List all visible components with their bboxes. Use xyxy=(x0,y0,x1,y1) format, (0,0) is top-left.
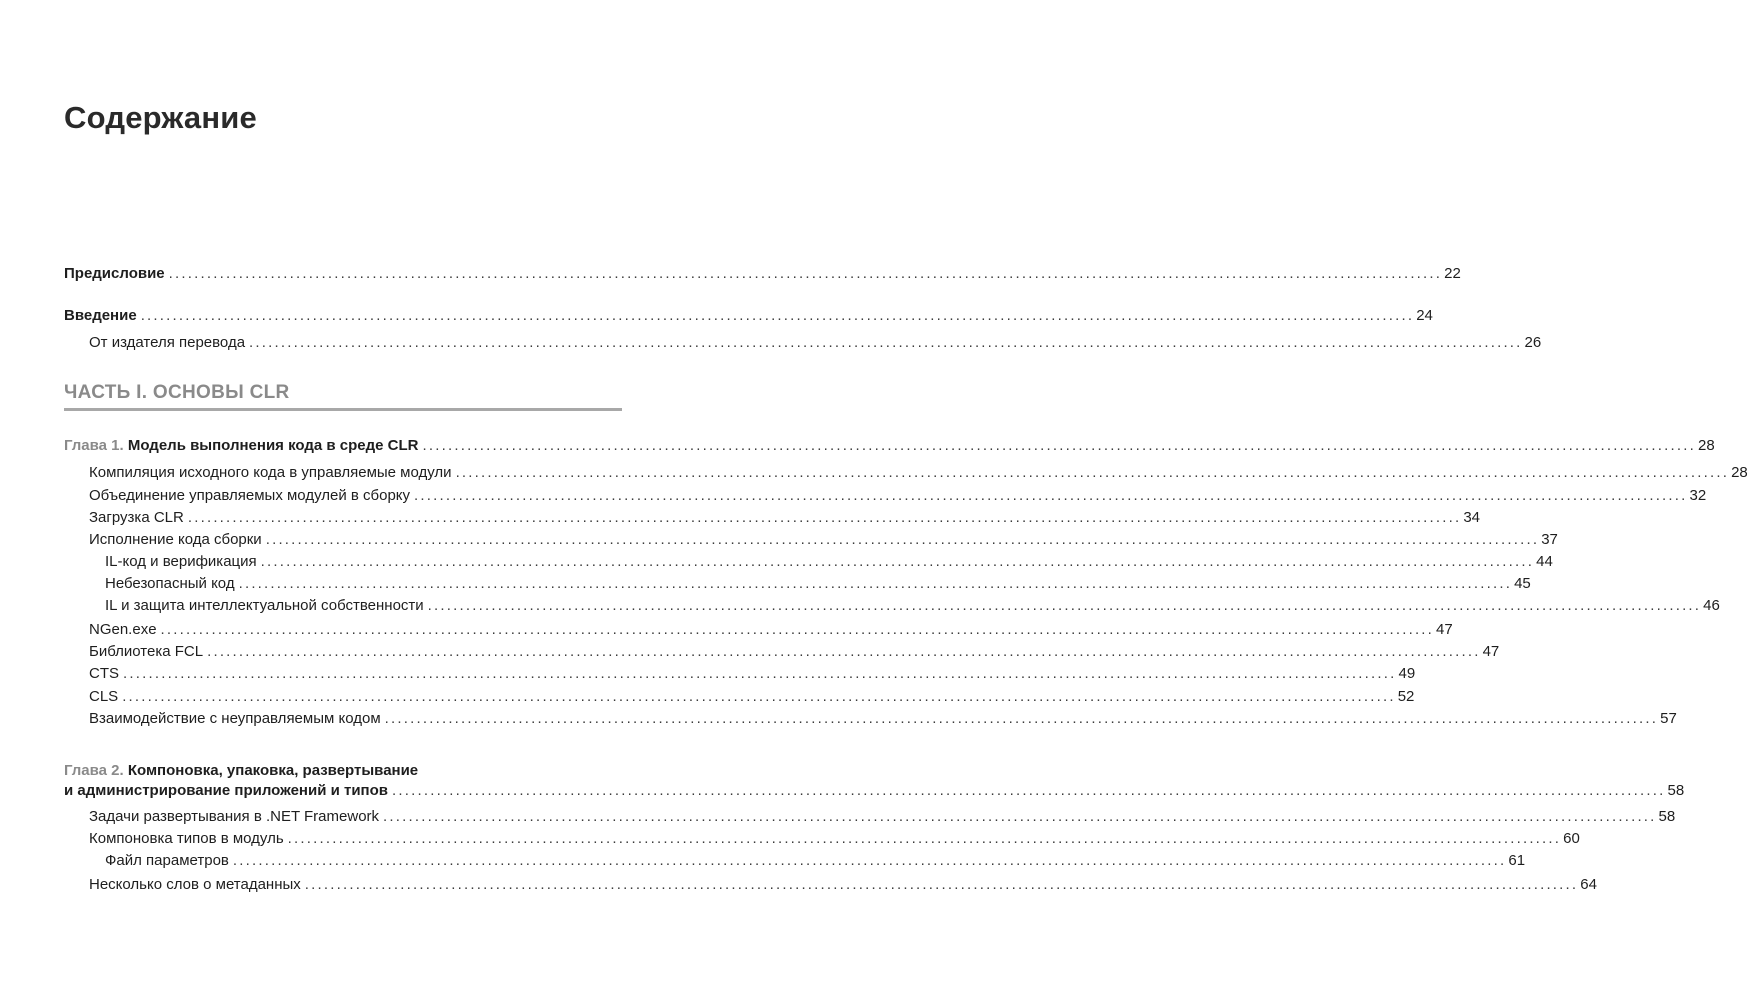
toc-page-number: 57 xyxy=(1660,710,1677,727)
chapter-heading xyxy=(64,437,419,455)
toc-page-number: 47 xyxy=(1482,643,1500,660)
toc-entry-label: Файл параметров xyxy=(105,852,229,869)
leader-dots: ........................................................................................................................................................................................................ xyxy=(455,464,1730,481)
toc-entry-label: Предисловие xyxy=(64,265,165,282)
leader-dots: ........................................................................................................................................................................................................ xyxy=(287,830,1562,847)
leader-dots: ........................................................................................................................................................................................................ xyxy=(260,553,1535,570)
chapter-title: Модель выполнения кода в среде CLR xyxy=(127,437,419,454)
toc-subentry[interactable] xyxy=(105,553,1553,571)
toc-entry[interactable] xyxy=(89,665,1416,683)
toc-page-number: 61 xyxy=(1508,852,1526,869)
toc-page-number: 45 xyxy=(1514,575,1531,592)
toc-subentry[interactable] xyxy=(105,597,1720,615)
toc-entry-label: Несколько слов о метаданных xyxy=(89,876,301,893)
toc-entry-label: Компоновка типов в модуль xyxy=(89,830,284,847)
toc-entry-label: Задачи развертывания в .NET Framework xyxy=(89,808,380,825)
toc-page-number: 24 xyxy=(1416,307,1433,324)
toc-page-number: 37 xyxy=(1541,531,1558,548)
leader-dots: ........................................................................................................................................................................................................ xyxy=(238,575,1513,592)
toc-page-number: 58 xyxy=(1658,808,1676,825)
toc-chapter-2[interactable] xyxy=(64,782,1685,800)
toc-entry-label: Взаимодействие с неуправляемым кодом xyxy=(89,710,381,727)
toc-entry-introduction[interactable] xyxy=(64,307,1433,325)
toc-entry[interactable] xyxy=(89,509,1481,527)
toc-page-number: 32 xyxy=(1689,487,1707,504)
leader-dots: ........................................................................................................................................................................................................ xyxy=(168,265,1443,282)
toc-page-number: 47 xyxy=(1436,621,1453,638)
leader-dots: ........................................................................................................................................................................................................ xyxy=(140,307,1415,324)
leader-dots: ........................................................................................................................................................................................................ xyxy=(123,665,1397,682)
leader-dots: ........................................................................................................................................................................................................ xyxy=(427,597,1702,614)
toc-entry-publisher-note[interactable] xyxy=(89,334,1542,352)
toc-entry[interactable] xyxy=(89,876,1597,894)
toc-entry-label: IL-код и верификация xyxy=(105,553,257,570)
toc-page-number: 46 xyxy=(1703,597,1720,614)
toc-entry-label: Библиотека FCL xyxy=(89,643,204,660)
toc-entry-label: Загрузка CLR xyxy=(89,509,184,526)
toc-entry-label: Исполнение кода сборки xyxy=(89,531,262,548)
chapter-label: Глава 1. xyxy=(64,437,124,454)
toc-page-number: 52 xyxy=(1397,688,1415,705)
toc-entry-label: Компиляция исходного кода в управляемые модули xyxy=(89,464,452,481)
toc-entry-label: От издателя перевода xyxy=(89,334,246,351)
toc-subentry[interactable] xyxy=(105,575,1531,593)
page-title: Содержание xyxy=(64,100,257,135)
toc-entry-label: IL и защита интеллектуальной собственности xyxy=(105,597,424,614)
toc-chapter-1[interactable] xyxy=(64,437,1715,455)
part-divider xyxy=(64,408,622,411)
toc-entry-label: CTS xyxy=(89,665,119,682)
toc-entry[interactable] xyxy=(89,487,1707,505)
toc-page-number: 22 xyxy=(1444,265,1461,282)
toc-entry[interactable] xyxy=(89,710,1677,728)
toc-entry-label: CLS xyxy=(89,688,119,705)
leader-dots: ........................................................................................................................................................................................................ xyxy=(414,487,1688,504)
leader-dots: ........................................................................................................................................................................................................ xyxy=(304,876,1579,893)
toc-entry[interactable] xyxy=(89,808,1676,826)
toc-page-number: 49 xyxy=(1398,665,1416,682)
chapter-label: Глава 2. xyxy=(64,762,124,779)
chapter-title: Компоновка, упаковка, развертывание xyxy=(127,762,419,779)
leader-dots: ........................................................................................................................................................................................................ xyxy=(122,688,1396,705)
leader-dots: ........................................................................................................................................................................................................ xyxy=(232,852,1507,869)
toc-entry[interactable] xyxy=(89,830,1580,848)
toc-entry-label: Введение xyxy=(64,307,137,324)
toc-entry-label: Объединение управляемых модулей в сборку xyxy=(89,487,411,504)
toc-page-number: 64 xyxy=(1580,876,1597,893)
toc-page-number: 34 xyxy=(1463,509,1481,526)
toc-page-number: 58 xyxy=(1667,782,1685,799)
toc-entry-label: Небезопасный код xyxy=(105,575,235,592)
toc-entry[interactable] xyxy=(89,621,1453,639)
toc-page-number: 44 xyxy=(1536,553,1553,570)
toc-entry[interactable] xyxy=(89,464,1748,482)
leader-dots: ........................................................................................................................................................................................................ xyxy=(384,710,1659,727)
toc-chapter-2-heading[interactable] xyxy=(64,762,418,780)
toc-entry[interactable] xyxy=(89,531,1558,549)
toc-page-number: 60 xyxy=(1563,830,1580,847)
leader-dots: ........................................................................................................................................................................................................ xyxy=(160,621,1435,638)
leader-dots: ........................................................................................................................................................................................................ xyxy=(383,808,1657,825)
toc-entry[interactable] xyxy=(89,688,1415,706)
part-heading: ЧАСТЬ I. ОСНОВЫ CLR xyxy=(64,382,290,403)
leader-dots: ........................................................................................................................................................................................................ xyxy=(422,437,1696,454)
leader-dots: ........................................................................................................................................................................................................ xyxy=(392,782,1666,799)
toc-page-number: 28 xyxy=(1698,437,1715,454)
toc-subentry[interactable] xyxy=(105,852,1526,870)
toc-page-number: 26 xyxy=(1524,334,1542,351)
toc-entry-label: NGen.exe xyxy=(89,621,157,638)
leader-dots: ........................................................................................................................................................................................................ xyxy=(249,334,1523,351)
toc-entry-preface[interactable] xyxy=(64,265,1461,283)
leader-dots: ........................................................................................................................................................................................................ xyxy=(207,643,1481,660)
chapter-title-continued: и администрирование приложений и типов xyxy=(64,782,388,799)
leader-dots: ........................................................................................................................................................................................................ xyxy=(265,531,1540,548)
leader-dots: ........................................................................................................................................................................................................ xyxy=(187,509,1462,526)
toc-page-number: 28 xyxy=(1731,464,1748,481)
toc-entry[interactable] xyxy=(89,643,1500,661)
